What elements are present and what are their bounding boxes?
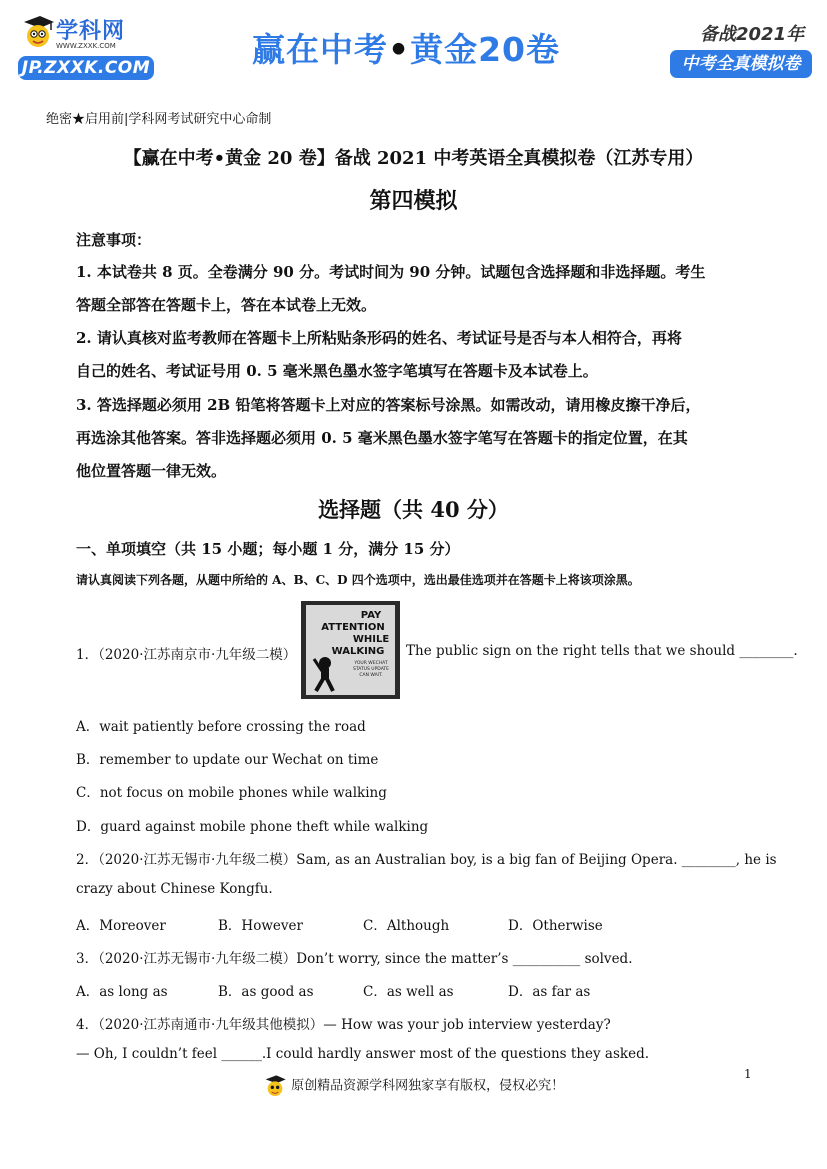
sign-line-4: WALKING [331,646,385,657]
confidential-note: 绝密★启用前|学科网考试研究中心命制 [46,112,272,127]
site-logo[interactable] [18,12,158,82]
part-title: 一、单项填空（共 15 小题；每小题 1 分，满分 15 分） [76,540,460,558]
logo-name: 学科网 [56,19,126,44]
question-3-option-c[interactable]: C．as well as [363,984,454,1000]
notice-heading: 注意事项： [76,231,152,249]
question-1-option-a[interactable]: A．wait patiently before crossing the road [76,719,366,735]
public-sign-image [301,601,400,699]
copyright-text: 原创精品资源学科网独家享有版权，侵权必究！ [291,1078,565,1094]
notice-line: 他位置答题一律无效。 [76,462,227,480]
year-label: 备战2021年 [700,24,805,45]
page-number: 1 [744,1067,752,1081]
logo-badge[interactable]: JP.ZXXK.COM [18,56,154,80]
exam-type-badge: 中考全真模拟卷 [670,50,812,78]
question-1-text: The public sign on the right tells that we should ________. [406,643,798,659]
question-2-option-d[interactable]: D．Otherwise [508,918,603,934]
question-1-option-d[interactable]: D．guard against mobile phone theft while walking [76,819,429,835]
section-title: 选择题（共 40 分） [318,497,509,522]
instruction-text: 请认真阅读下列各题，从题中所给的 A、B、C、D 四个选项中，选出最佳选项并在答题卡上将该项涂黑。 [76,573,640,587]
question-2-option-c[interactable]: C．Although [363,918,450,934]
notice-line: 自己的姓名、考试证号用 0. 5 毫米黑色墨水签字笔填写在答题卡及本试卷上。 [76,362,598,380]
copyright-footer [0,1074,827,1098]
notice-line: 2. 请认真核对监考教师在答题卡上所粘贴条形码的姓名、考试证号是否与本人相符合，再将 [76,329,682,347]
walking-sign-icon [301,601,400,699]
sign-line-3: WHILE [352,634,390,645]
exam-subtitle: 第四模拟 [369,188,458,214]
mascot-icon [263,1074,287,1098]
question-1-option-b[interactable]: B．remember to update our Wechat on time [76,752,379,768]
question-3-option-b[interactable]: B．as good as [218,984,314,1000]
sign-small-3: CAN WAIT. [359,673,383,678]
sign-line-1: PAY [360,610,382,621]
brand-dot: • [388,30,411,69]
question-4-line-2: — Oh, I couldn’t feel ______.I could hardly answer most of the questions they asked. [76,1046,650,1062]
notice-line: 1. 本试卷共 8 页。全卷满分 90 分。考试时间为 90 分钟。试题包含选择题和非选择题。考生 [76,263,706,281]
notice-line: 3. 答选择题必须用 2B 铅笔将答题卡上对应的答案标号涂黑。如需改动，请用橡皮擦干净后， [76,396,701,414]
brand-right: 黄金20卷 [410,30,561,69]
question-2-option-b[interactable]: B．However [218,918,303,934]
question-2-option-a[interactable]: A．Moreover [76,918,166,934]
mascot-icon [20,14,56,50]
question-2-line-1: 2．（2020·江苏无锡市·九年级二模）Sam, as an Australian boy, is a big fan of Beijing Opera. ________, he is [76,852,777,868]
sign-small-1: YOUR WECHAT [354,661,388,666]
logo-url: WWW.ZXXK.COM [56,42,116,50]
question-2-line-2: crazy about Chinese Kongfu. [76,881,273,897]
question-1-option-c[interactable]: C．not focus on mobile phones while walking [76,785,387,801]
question-3-option-a[interactable]: A．as long as [76,984,168,1000]
sign-line-2: ATTENTION [321,622,385,633]
question-3-line-1: 3．（2020·江苏无锡市·九年级二模）Don’t worry, since the matter’s __________ solved. [76,951,633,967]
question-4-line-1: 4．（2020·江苏南通市·九年级其他模拟）— How was your job interview yesterday? [76,1017,611,1033]
exam-title: 【赢在中考•黄金 20 卷】备战 2021 中考英语全真模拟卷（江苏专用） [123,148,704,169]
notice-line: 再选涂其他答案。答非选择题必须用 0. 5 毫米黑色墨水签字笔写在答题卡的指定位置，在其 [76,429,688,447]
question-3-option-d[interactable]: D．as far as [508,984,591,1000]
brand-title [252,24,560,71]
brand-left: 赢在中考 [252,30,388,69]
question-1-prefix: 1．（2020·江苏南京市·九年级二模） [76,647,297,663]
sign-small-2: STATUS UPDATE [352,667,390,672]
notice-line: 答题全部答在答题卡上，答在本试卷上无效。 [76,296,377,314]
